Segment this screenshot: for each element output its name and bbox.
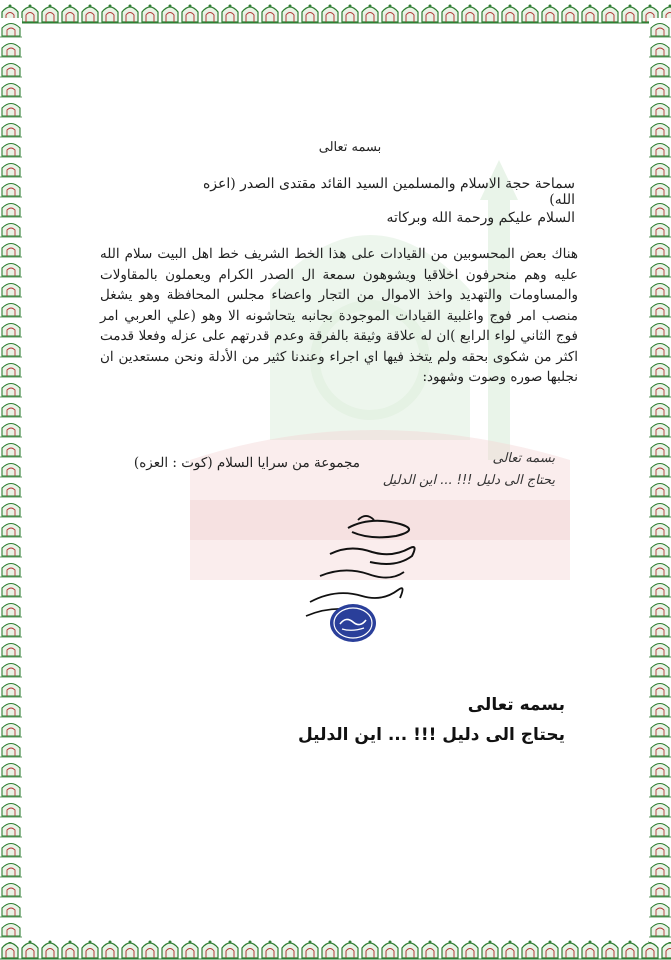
handwritten-note — [380, 448, 555, 492]
handwritten-note-line2: يحتاج الى دليل !!! ... اين الدليل — [382, 473, 555, 488]
letter-addressee: سماحة حجة الاسلام والمسلمين السيد القائد مقتدى الصدر (اعزه الله) — [202, 176, 575, 208]
caption-line2: يحتاج الى دليل !!! ... اين الدليل — [297, 725, 565, 745]
letter-greeting: السلام عليكم ورحمة الله وبركاته — [386, 210, 575, 226]
right-border-pattern — [649, 18, 671, 942]
top-border-pattern — [0, 0, 671, 24]
caption — [260, 690, 565, 750]
letter-heading: بسمه تعالى — [318, 140, 382, 155]
bottom-border-pattern — [0, 936, 671, 960]
handwritten-note-line1: بسمه تعالى — [492, 451, 555, 466]
letter-signoff: مجموعة من سرايا السلام (كوت : العزه) — [133, 455, 360, 471]
seal-stamp-icon — [328, 602, 378, 644]
letter-body: هناك بعض المحسوبين من القيادات على هذا الخط الشريف خط اهل البيت سلام الله عليه وهم منحرفون اخلاقيا ويشوهون سمعة ال الصدر الكرام ويعملون بالمقاولات والمساومات والتهديد واخذ الاموال من التجار واعضاء مجلس المحافظة وهو يشغل منصب امر فوج واغلبية القيادات الموجودة بجانبه يتحاشونه الا وهو (علي العربي امر فوج الثاني لواء الرابع )ان له علاقة وثيقة بالفرقة وعدم قدرتهم على عزله وفعلا قدمت اكثر من شكوى بحقه ولم يتخذ فيها اي اجراء وعندنا كثير من الأدلة ونحن مستعدين ان نجلبها صوره وصوت وشهود: — [100, 246, 578, 385]
left-border-pattern — [0, 18, 22, 942]
caption-line1: بسمه تعالى — [467, 695, 565, 715]
